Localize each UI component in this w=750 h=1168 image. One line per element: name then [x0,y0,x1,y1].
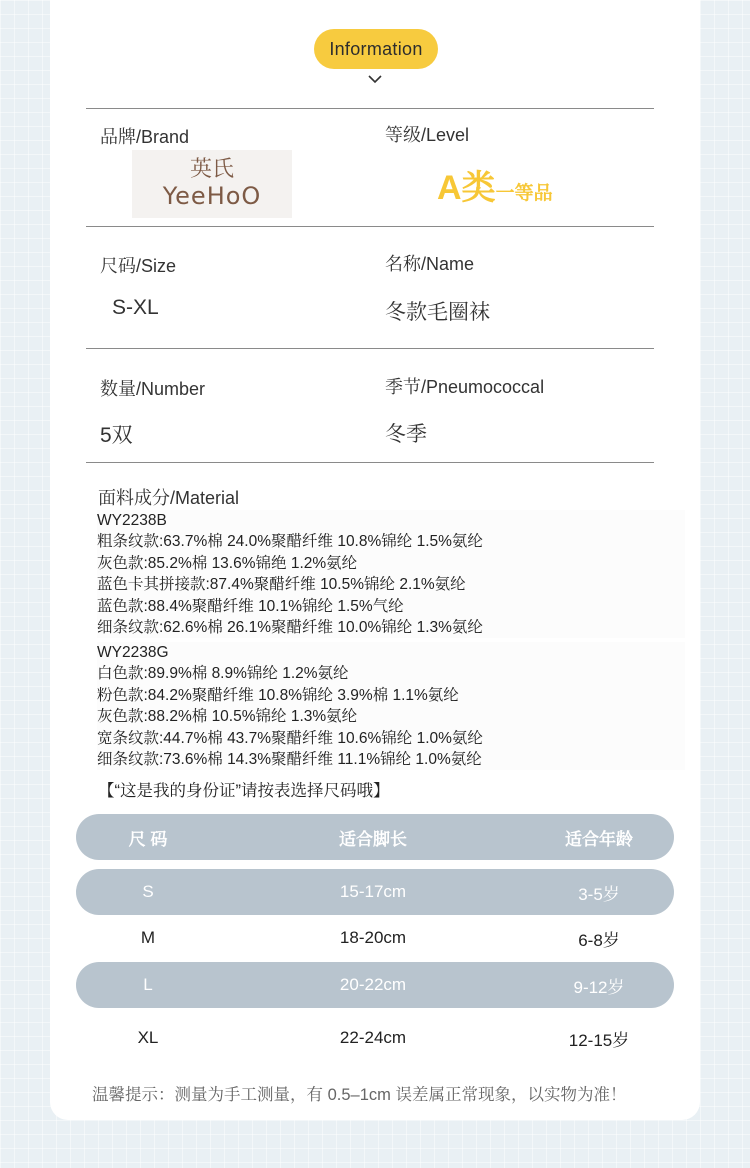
season-value: 冬季 [385,423,427,446]
material-line: 白色款:89.9%棉 8.9%锦纶 1.2%氨纶 [97,665,349,683]
row-size: L [143,975,153,994]
row-age: 9-12岁 [573,977,625,997]
table-row [76,915,674,961]
material-line: 细条纹款:62.6%棉 26.1%聚醋纤维 10.0%锦纶 1.3%氨纶 [97,619,483,637]
number-label: 数量/Number [100,379,206,399]
header-age: 适合年龄 [565,829,633,849]
measurement-tip: 温馨提示：测量为手工测量，有 0.5–1cm 误差属正常现象，以实物为准！ [92,1086,627,1104]
divider [86,108,654,109]
size-table-title: 【“这是我的身份证”请按表选择尺码哦】 [98,782,390,800]
brand-logo-en: YeeHoO [162,182,262,210]
material-label: 面料成分/Material [98,488,240,508]
size-label: 尺码/Size [100,256,177,276]
grade-sub: 一等品 [495,183,553,204]
table-row [76,1015,674,1061]
table-row [76,962,674,1008]
row-foot-length: 22-24cm [339,1028,407,1047]
material-line: 宽条纹款:44.7%棉 43.7%聚醋纤维 10.6%锦纶 1.0%氨纶 [97,729,483,747]
brand-label: 品牌/Brand [100,127,190,147]
level-label: 等级/Level [385,125,470,145]
material-group-code: WY2238B [97,512,167,529]
size-table-header [76,814,674,860]
row-foot-length: 15-17cm [339,882,407,901]
material-group-code: WY2238G [97,644,169,661]
material-group [97,642,685,770]
brand-logo-cn: 英氏 [189,157,234,182]
row-age: 6-8岁 [578,930,620,950]
row-size: M [140,928,156,947]
header-foot-length: 适合脚长 [339,829,407,849]
season-label: 季节/Pneumococcal [385,377,545,397]
brand-logo [132,150,292,218]
information-badge [314,29,438,69]
row-foot-length: 18-20cm [339,928,407,947]
grade-value [437,160,553,209]
divider [86,226,654,227]
material-line: 蓝色卡其拼接款:87.4%聚醋纤维 10.5%锦纶 2.1%氨纶 [97,576,466,594]
material-line: 蓝色款:88.4%聚醋纤维 10.1%锦纶 1.5%气纶 [97,597,404,615]
row-size: XL [137,1028,159,1047]
information-badge-label: Information [329,38,423,59]
number-value: 5双 [100,424,133,447]
chevron-down-icon [367,73,383,85]
row-foot-length: 20-22cm [339,975,407,994]
material-line: 灰色款:85.2%棉 13.6%锦绝 1.2%氨纶 [97,554,358,572]
divider [86,348,654,349]
header-size: 尺 码 [128,829,168,849]
table-row [76,869,674,915]
material-group [97,510,685,638]
material-line: 粉色款:84.2%聚醋纤维 10.8%锦纶 3.9%棉 1.1%氨纶 [97,686,459,704]
row-age: 3-5岁 [578,884,620,904]
name-value: 冬款毛圈袜 [385,301,490,324]
size-value: S-XL [112,296,159,319]
material-line: 灰色款:88.2%棉 10.5%锦纶 1.3%氨纶 [97,708,358,726]
row-age: 12-15岁 [568,1030,630,1050]
material-line: 细条纹款:73.6%棉 14.3%聚醋纤维 11.1%锦纶 1.0%氨纶 [97,751,482,769]
name-label: 名称/Name [385,254,475,274]
row-size: S [142,882,154,901]
material-line: 粗条纹款:63.7%棉 24.0%聚醋纤维 10.8%锦纶 1.5%氨纶 [97,533,483,551]
grade-main: A类 [437,169,496,207]
divider [86,462,654,463]
